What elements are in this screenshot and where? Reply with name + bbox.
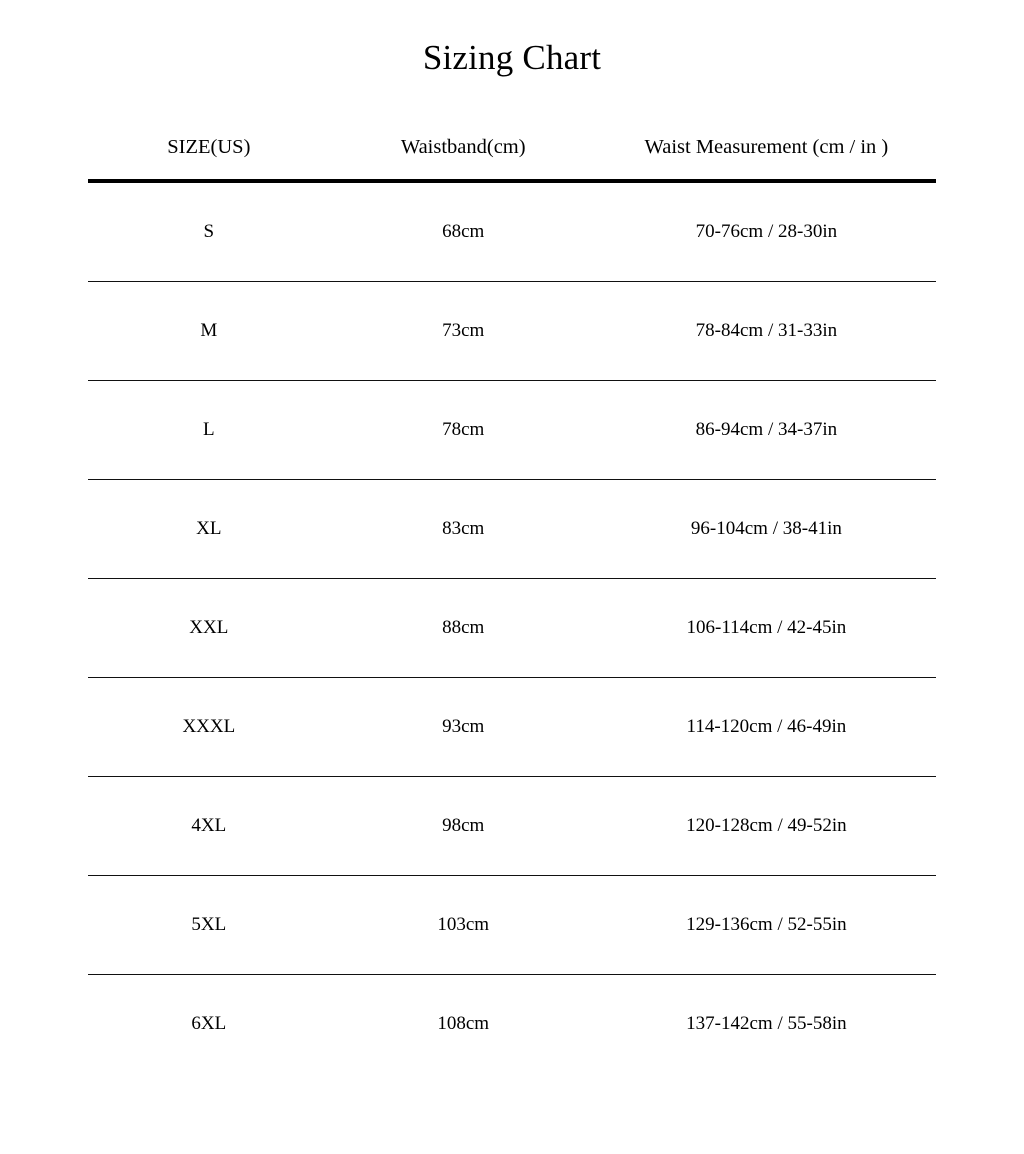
cell-waistband: 78cm xyxy=(330,381,597,480)
cell-size: XXXL xyxy=(88,678,330,777)
cell-size: 5XL xyxy=(88,876,330,975)
cell-waistband: 83cm xyxy=(330,480,597,579)
cell-waistband: 68cm xyxy=(330,181,597,282)
cell-measurement: 96-104cm / 38-41in xyxy=(597,480,936,579)
cell-measurement: 114-120cm / 46-49in xyxy=(597,678,936,777)
table-row xyxy=(88,678,936,777)
cell-measurement: 106-114cm / 42-45in xyxy=(597,579,936,678)
cell-measurement: 70-76cm / 28-30in xyxy=(597,181,936,282)
sizing-table xyxy=(88,136,936,1073)
table-row xyxy=(88,480,936,579)
cell-waistband: 108cm xyxy=(437,1013,490,1034)
cell-size: XXL xyxy=(88,579,330,678)
cell-measurement: 137-142cm / 55-58in xyxy=(686,1013,847,1034)
cell-measurement: 78-84cm / 31-33in xyxy=(597,282,936,381)
cell-waistband: 88cm xyxy=(330,579,597,678)
table-row xyxy=(88,876,936,975)
cell-size: XL xyxy=(88,480,330,579)
table-header-row xyxy=(88,136,936,181)
cell-waistband: 103cm xyxy=(330,876,597,975)
cell-size: L xyxy=(88,381,330,480)
cell-size: 6XL xyxy=(191,1013,227,1034)
table-row xyxy=(88,975,936,1074)
cell-waistband: 73cm xyxy=(330,282,597,381)
cell-size: M xyxy=(88,282,330,381)
cell-size: S xyxy=(88,181,330,282)
cell-measurement: 129-136cm / 52-55in xyxy=(597,876,936,975)
column-header-size: SIZE(US) xyxy=(167,136,251,158)
table-row xyxy=(88,579,936,678)
cell-size: 4XL xyxy=(88,777,330,876)
table-row xyxy=(88,181,936,282)
sizing-table-container xyxy=(88,78,936,1073)
cell-waistband: 93cm xyxy=(330,678,597,777)
table-row xyxy=(88,777,936,876)
table-header xyxy=(88,136,936,181)
page-title: Sizing Chart xyxy=(422,38,602,77)
cell-waistband: 98cm xyxy=(330,777,597,876)
column-header-waist-measurement: Waist Measurement (cm / in ) xyxy=(644,136,889,158)
cell-measurement: 120-128cm / 49-52in xyxy=(597,777,936,876)
table-row xyxy=(88,381,936,480)
table-row xyxy=(88,282,936,381)
table-body xyxy=(88,181,936,1073)
cell-measurement: 86-94cm / 34-37in xyxy=(597,381,936,480)
column-header-waistband: Waistband(cm) xyxy=(400,136,526,158)
